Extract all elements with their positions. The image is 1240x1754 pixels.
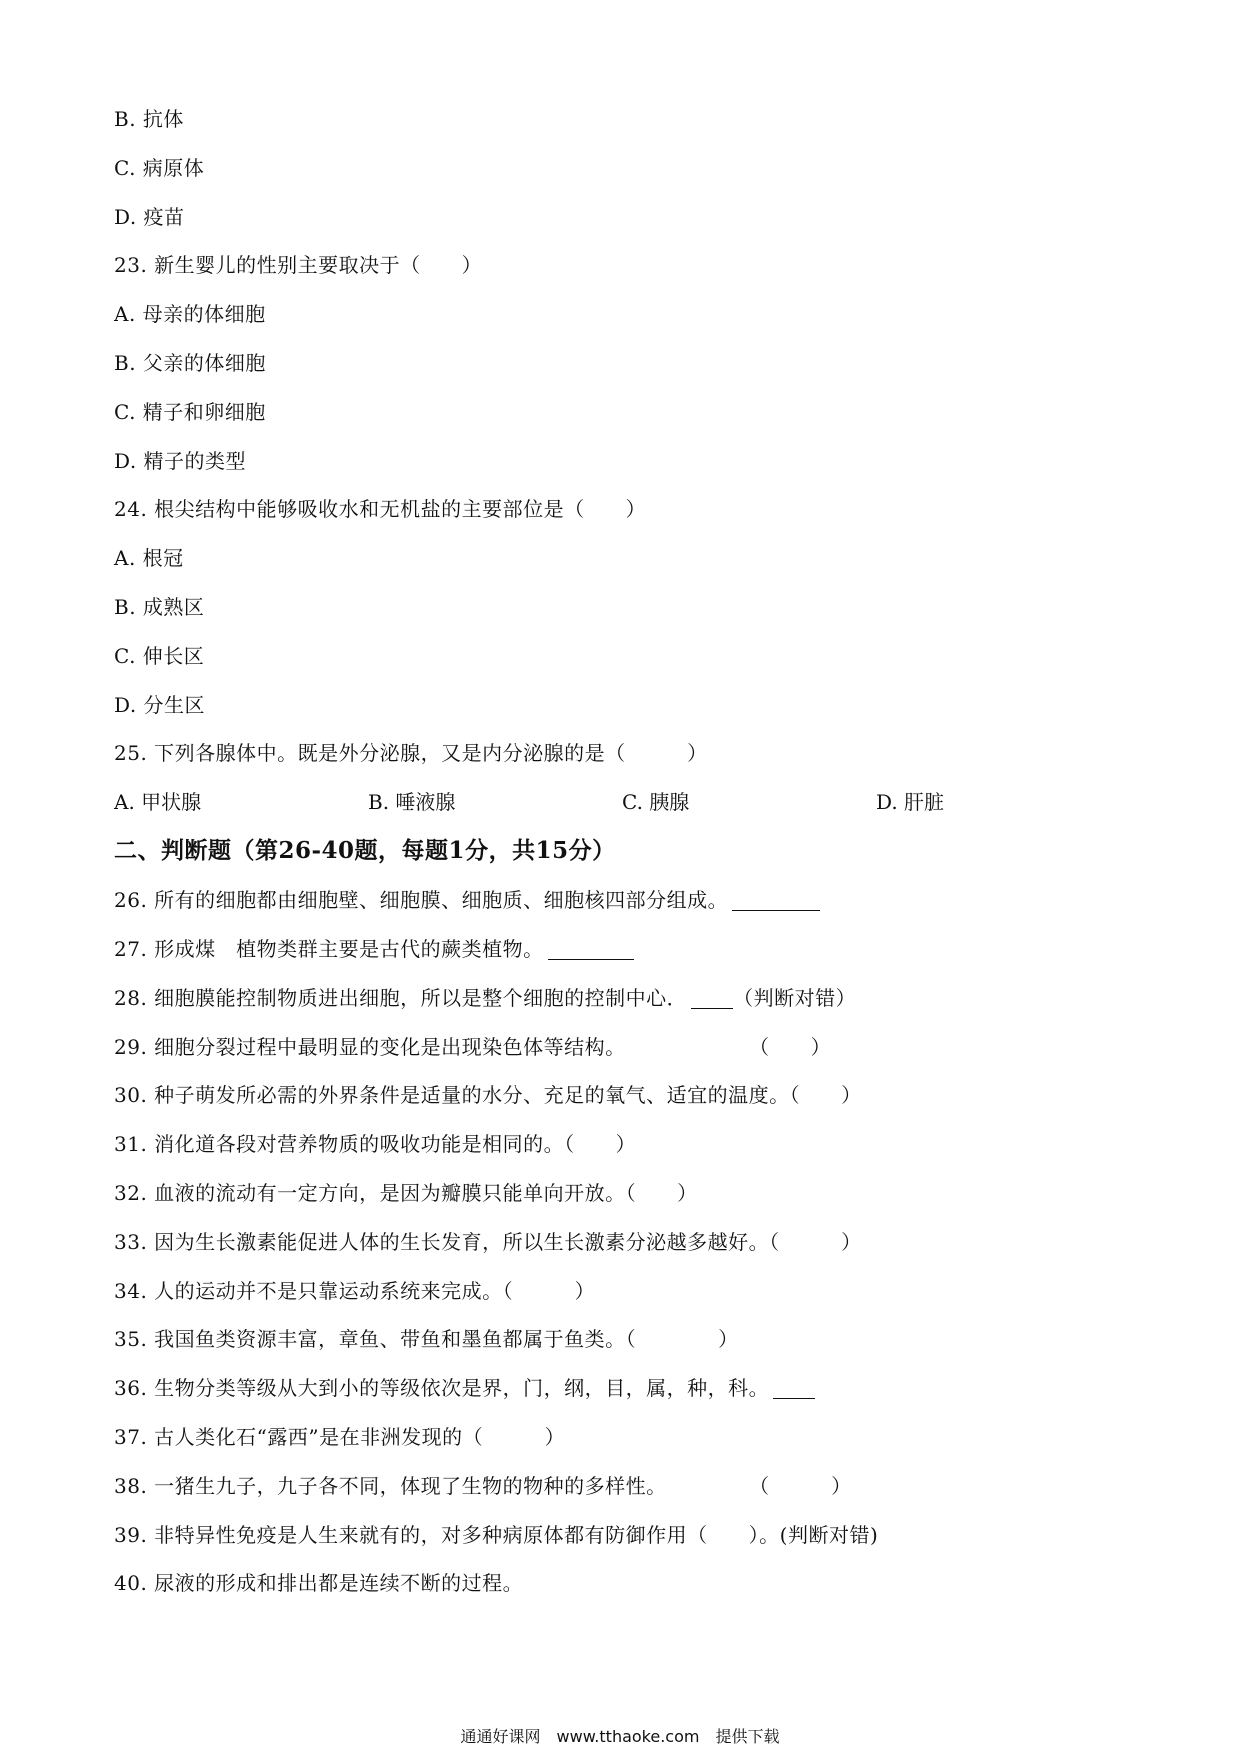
option-line: A. 母亲的体细胞 — [114, 302, 266, 326]
question-36 — [114, 1368, 815, 1408]
question-text: 28. 细胞膜能控制物质进出细胞，所以是整个细胞的控制中心． — [114, 986, 688, 1010]
q25-option-b: B. 唾液腺 — [368, 790, 456, 814]
question-39: 39. 非特异性免疫是人生来就有的，对多种病原体都有防御作用（ ）。(判断对错) — [114, 1523, 879, 1547]
answer-blank[interactable] — [548, 937, 634, 960]
question-text: 26. 所有的细胞都由细胞壁、细胞膜、细胞质、细胞核四部分组成。 — [114, 888, 729, 912]
option-line: C. 精子和卵细胞 — [114, 400, 266, 424]
question-27 — [114, 929, 634, 969]
question-23: 23. 新生婴儿的性别主要取决于（ ） — [114, 253, 483, 277]
answer-blank[interactable] — [691, 986, 733, 1009]
question-35: 35. 我国鱼类资源丰富，章鱼、带鱼和墨鱼都属于鱼类。（ ） — [114, 1327, 739, 1351]
question-37: 37. 古人类化石“露西”是在非洲发现的（ ） — [114, 1425, 566, 1449]
judge-hint: （判断对错） — [733, 986, 857, 1010]
option-line: B. 成熟区 — [114, 595, 205, 619]
question-28 — [114, 978, 856, 1018]
option-line: D. 精子的类型 — [114, 449, 247, 473]
q25-option-c: C. 胰腺 — [622, 790, 690, 814]
question-26 — [114, 880, 820, 920]
question-30: 30. 种子萌发所必需的外界条件是适量的水分、充足的氧气、适宜的温度。（ ） — [114, 1083, 862, 1107]
question-38: 38. 一猪生九子，九子各不同，体现了生物的物种的多样性。 （ ） — [114, 1474, 852, 1498]
answer-blank[interactable] — [773, 1376, 815, 1399]
question-text: 27. 形成煤 植物类群主要是古代的蕨类植物。 — [114, 937, 544, 961]
q25-options — [114, 782, 1114, 822]
question-24: 24. 根尖结构中能够吸收水和无机盐的主要部位是（ ） — [114, 497, 647, 521]
option-line: B. 抗体 — [114, 107, 184, 131]
option-line: D. 分生区 — [114, 693, 206, 717]
option-line: D. 疫苗 — [114, 205, 185, 229]
section-title: 二、判断题（第26-40题，每题1分，共15分） — [114, 837, 616, 864]
option-line: A. 根冠 — [114, 546, 184, 570]
question-31: 31. 消化道各段对营养物质的吸收功能是相同的。（ ） — [114, 1132, 637, 1156]
question-33: 33. 因为生长激素能促进人体的生长发育，所以生长激素分泌越多越好。（ ） — [114, 1230, 862, 1254]
question-25: 25. 下列各腺体中。既是外分泌腺，又是内分泌腺的是（ ） — [114, 741, 708, 765]
question-32: 32. 血液的流动有一定方向，是因为瓣膜只能单向开放。（ ） — [114, 1181, 698, 1205]
q25-option-d: D. 肝脏 — [876, 790, 945, 814]
q25-option-a: A. 甲状腺 — [114, 790, 202, 814]
option-line: C. 伸长区 — [114, 644, 205, 668]
question-34: 34. 人的运动并不是只靠运动系统来完成。（ ） — [114, 1279, 596, 1303]
option-line: C. 病原体 — [114, 156, 205, 180]
question-29: 29. 细胞分裂过程中最明显的变化是出现染色体等结构。 （ ） — [114, 1035, 832, 1059]
page-footer: 通通好课网 www.tthaoke.com 提供下载 — [460, 1727, 780, 1746]
option-line: B. 父亲的体细胞 — [114, 351, 266, 375]
answer-blank[interactable] — [732, 888, 820, 911]
question-text: 36. 生物分类等级从大到小的等级依次是界，门，纲，目，属，种，科。 — [114, 1376, 770, 1400]
question-40: 40. 尿液的形成和排出都是连续不断的过程。 — [114, 1571, 524, 1595]
